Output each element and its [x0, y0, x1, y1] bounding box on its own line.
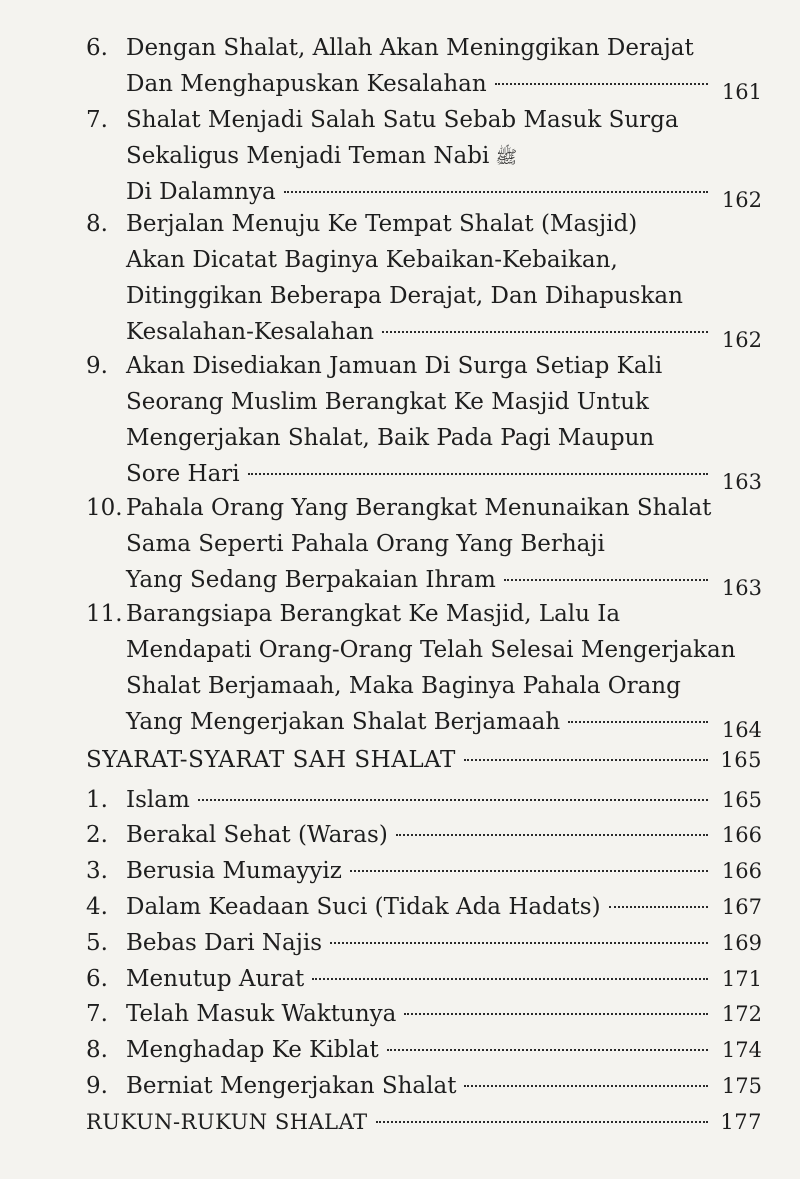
entry-number: 5.	[86, 930, 108, 956]
dot-leader	[312, 978, 708, 980]
page-number: 166	[721, 823, 762, 847]
page-number: 174	[721, 1038, 762, 1062]
entry-number: 7.	[86, 1001, 108, 1027]
entry-line: Islam	[126, 787, 190, 813]
page-number: 171	[721, 967, 762, 991]
entry-line-text: Sekaligus Menjadi Teman Nabi	[126, 143, 490, 169]
page-number: 165	[720, 748, 762, 772]
page-number: 162	[721, 328, 762, 352]
page-number: 175	[721, 1074, 762, 1098]
page-number: 163	[721, 576, 762, 600]
honorific-glyph: ﷺ	[495, 147, 518, 168]
entry-number: 1.	[86, 787, 108, 813]
page-number: 172	[721, 1002, 762, 1026]
entry-line: Berusia Mumayyiz	[126, 858, 342, 884]
entry-line: Yang Sedang Berpakaian Ihram	[126, 567, 496, 593]
entry-line: Mengerjakan Shalat, Baik Pada Pagi Maupun	[126, 425, 655, 451]
syarat-item-3	[86, 853, 762, 889]
entry-number: 6.	[86, 966, 108, 992]
dot-leader	[376, 1121, 708, 1123]
entry-line: Menghadap Ke Kiblat	[126, 1037, 379, 1063]
page-number: 169	[721, 931, 762, 955]
syarat-item-5	[86, 925, 762, 961]
syarat-item-6	[86, 961, 762, 997]
syarat-item-2	[86, 817, 762, 853]
entry-number: 11.	[86, 601, 123, 627]
dot-leader	[198, 799, 708, 801]
entry-line: Bebas Dari Najis	[126, 930, 323, 956]
entry-line-with-honorific	[126, 138, 762, 174]
entry-line: Ditinggikan Beberapa Derajat, Dan Dihapuskan	[126, 283, 683, 309]
entry-number: 6.	[86, 35, 108, 61]
dot-leader	[396, 834, 708, 836]
entry-number: 2.	[86, 822, 108, 848]
entry-number: 7.	[86, 107, 108, 133]
dot-leader	[568, 721, 708, 723]
entry-number: 8.	[86, 211, 108, 237]
entry-line: Shalat Menjadi Salah Satu Sebab Masuk Surga	[126, 107, 679, 133]
section-title: SYARAT-SYARAT SAH SHALAT	[86, 747, 456, 773]
toc-entry-6	[86, 30, 762, 102]
syarat-item-1	[86, 782, 762, 818]
dot-leader	[609, 906, 708, 908]
entry-number: 10.	[86, 495, 123, 521]
entry-line: Pahala Orang Yang Berangkat Menunaikan Shalat	[126, 495, 712, 521]
entry-number: 3.	[86, 858, 108, 884]
entry-line: Telah Masuk Waktunya	[126, 1001, 397, 1027]
toc-entry-10	[86, 490, 762, 598]
entry-line: Berakal Sehat (Waras)	[126, 822, 388, 848]
toc-entry-8	[86, 206, 762, 350]
entry-line: Kesalahan-Kesalahan	[126, 319, 374, 345]
entry-line: Berniat Mengerjakan Shalat	[126, 1073, 457, 1099]
dot-leader	[382, 331, 708, 333]
entry-line: Dan Menghapuskan Kesalahan	[126, 71, 487, 97]
entry-line: Yang Mengerjakan Shalat Berjamaah	[126, 709, 561, 735]
entry-line: Dalam Keadaan Suci (Tidak Ada Hadats)	[126, 894, 601, 920]
entry-line: Shalat Berjamaah, Maka Baginya Pahala Orang	[126, 673, 681, 699]
page-number: 165	[721, 788, 762, 812]
page-number: 164	[721, 718, 762, 742]
entry-number: 8.	[86, 1037, 108, 1063]
entry-line: Akan Disediakan Jamuan Di Surga Setiap Kali	[126, 353, 663, 379]
dot-leader	[387, 1049, 708, 1051]
toc-entry-9	[86, 348, 762, 492]
entry-line: Dengan Shalat, Allah Akan Meninggikan Derajat	[126, 35, 694, 61]
page-number: 163	[721, 470, 762, 494]
section-title: RUKUN-RUKUN SHALAT	[86, 1110, 368, 1134]
entry-number: 9.	[86, 353, 108, 379]
page-number: 166	[721, 859, 762, 883]
syarat-item-9	[86, 1068, 762, 1104]
dot-leader	[504, 579, 708, 581]
entry-line: Menutup Aurat	[126, 966, 305, 992]
dot-leader	[330, 942, 708, 944]
dot-leader	[350, 870, 708, 872]
page-number: 177	[720, 1110, 762, 1134]
toc-entry-11	[86, 596, 762, 740]
dot-leader	[404, 1013, 708, 1015]
dot-leader	[464, 1085, 708, 1087]
syarat-item-8	[86, 1032, 762, 1068]
dot-leader	[495, 83, 708, 85]
entry-number: 9.	[86, 1073, 108, 1099]
entry-line: Mendapati Orang-Orang Telah Selesai Mengerjakan	[126, 637, 736, 663]
page-number: 162	[721, 188, 762, 212]
section-heading-syarat	[86, 742, 762, 778]
entry-line: Sore Hari	[126, 461, 240, 487]
entry-number: 4.	[86, 894, 108, 920]
entry-line: Sama Seperti Pahala Orang Yang Berhaji	[126, 531, 605, 557]
section-heading-rukun	[86, 1104, 762, 1140]
syarat-item-4	[86, 889, 762, 925]
syarat-item-7	[86, 996, 762, 1032]
entry-line: Akan Dicatat Baginya Kebaikan-Kebaikan,	[126, 247, 618, 273]
page-number: 167	[721, 895, 762, 919]
entry-line: Berjalan Menuju Ke Tempat Shalat (Masjid)	[126, 211, 638, 237]
entry-line: Barangsiapa Berangkat Ke Masjid, Lalu Ia	[126, 601, 621, 627]
entry-line: Seorang Muslim Berangkat Ke Masjid Untuk	[126, 389, 649, 415]
toc-entry-7	[86, 102, 762, 210]
entry-line: Di Dalamnya	[126, 179, 276, 205]
dot-leader	[248, 473, 708, 475]
page-number: 161	[721, 80, 762, 104]
dot-leader	[284, 191, 708, 193]
dot-leader	[464, 759, 708, 761]
